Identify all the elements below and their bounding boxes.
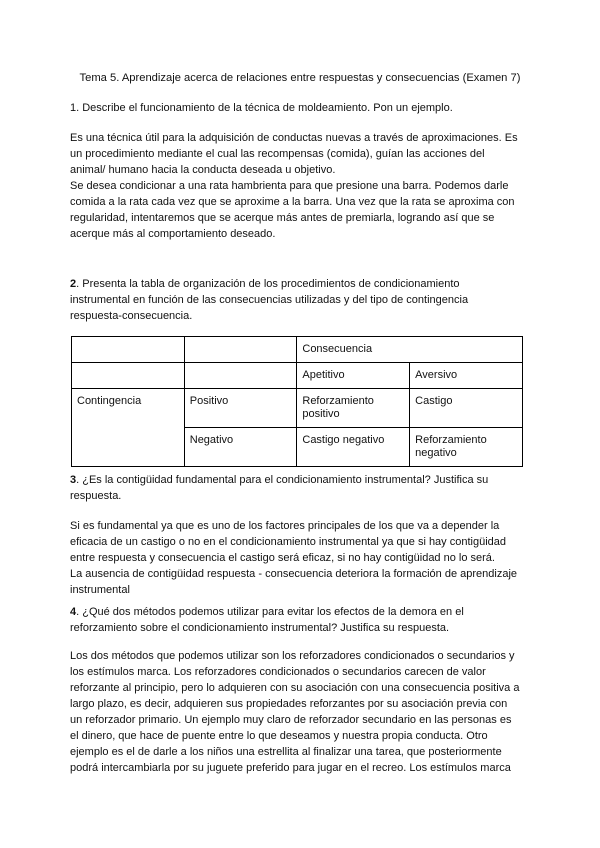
- answer-line: La ausencia de contigüidad respuesta - consecuencia deteriora la formación de aprendizaje: [70, 568, 518, 580]
- question-1: [70, 100, 528, 116]
- header-aversivo: Aversivo: [410, 363, 523, 389]
- answer-line: podrá intercambiarla por su juguete preferido para jugar en el recreo. Los estímulos marca: [70, 762, 511, 774]
- answer-line: reforzante al principio, pero lo adquieren con su asociación con una consecuencia positiva a: [70, 682, 520, 694]
- answer-line: comida a la rata cada vez que se aproxime a la barra. Una vez que la rata se aproxima con: [70, 196, 515, 208]
- answer-line: instrumental: [70, 584, 130, 596]
- answer-1: [70, 130, 528, 242]
- answer-4: [70, 648, 528, 776]
- answer-3: [70, 518, 528, 598]
- table-cell-empty: [72, 363, 185, 389]
- question-1-text: 1. Describe el funcionamiento de la técnica de moldeamiento. Pon un ejemplo.: [70, 102, 453, 114]
- answer-line: animal/ humano hacia la conducta deseada u objetivo.: [70, 164, 336, 176]
- header-contingencia: Contingencia: [72, 389, 185, 467]
- cell-reforzamiento-positivo: Reforzamiento positivo: [297, 389, 410, 428]
- question-number: 2: [70, 278, 77, 290]
- table-cell-empty: [184, 363, 297, 389]
- answer-line: Se desea condicionar a una rata hambrienta para que presione una barra. Podemos darle: [70, 180, 509, 192]
- answer-line: Si es fundamental ya que es uno de los factores principales de los que va a depender la: [70, 520, 500, 532]
- answer-line: acerque más al comportamiento deseado.: [70, 228, 276, 240]
- question-4: [70, 604, 528, 636]
- question-line: instrumental en función de las consecuencias utilizadas y del tipo de contingencia: [70, 294, 469, 306]
- question-line: 3. ¿Es la contigüidad fundamental para el condicionamiento instrumental? Justifica su: [70, 474, 489, 486]
- question-line: 4. ¿Qué dos métodos podemos utilizar para evitar los efectos de la demora en el: [70, 606, 464, 618]
- cell-reforzamiento-negativo: Reforzamiento negativo: [410, 428, 523, 467]
- answer-line: un procedimiento mediante el cual las recompensas (comida), guían las acciones del: [70, 148, 485, 160]
- question-line: respuesta-consecuencia.: [70, 310, 193, 322]
- answer-line: el dinero, que hace de puente entre lo que deseamos y nuestra propia conducta. Otro: [70, 730, 488, 742]
- row-negativo: Negativo: [184, 428, 297, 467]
- header-apetitivo: Apetitivo: [297, 363, 410, 389]
- question-line: reforzamiento sobre el condicionamiento instrumental? Justifica su respuesta.: [70, 622, 450, 634]
- cell-castigo: Castigo: [410, 389, 523, 428]
- header-consecuencia: Consecuencia: [297, 337, 523, 363]
- question-3: [70, 472, 528, 504]
- answer-line: Los dos métodos que podemos utilizar son los reforzadores condicionados o secundarios y: [70, 650, 515, 662]
- row-positivo: Positivo: [184, 389, 297, 428]
- table-cell-empty: [184, 337, 297, 363]
- answer-line: Es una técnica útil para la adquisición de conductas nuevas a través de aproximaciones. Es: [70, 132, 518, 144]
- table-cell-empty: [72, 337, 185, 363]
- question-line: 2. Presenta la tabla de organización de los procedimientos de condicionamiento: [70, 278, 460, 290]
- question-number: 4: [70, 606, 77, 618]
- answer-line: eficacia de un castigo o no en el condicionamiento instrumental ya que si hay contigüidad: [70, 536, 506, 548]
- answer-line: ejemplo es el de darle a los niños una estrellita al finalizar una tarea, que posteriormente: [70, 746, 502, 758]
- document-title: Tema 5. Aprendizaje acerca de relaciones entre respuestas y consecuencias (Examen 7): [79, 72, 521, 84]
- question-line: respuesta.: [70, 490, 122, 502]
- answer-line: regularidad, intentaremos que se acerque más antes de premiarla, logrando así que se: [70, 212, 495, 224]
- procedures-table: [71, 336, 523, 467]
- question-2: [70, 276, 528, 324]
- question-number: 3: [70, 474, 77, 486]
- cell-castigo-negativo: Castigo negativo: [297, 428, 410, 467]
- answer-line: los estímulos marca. Los reforzadores condicionados o secundarios carecen de valor: [70, 666, 486, 678]
- answer-line: largo plazo, es decir, adquieren sus propiedades reforzantes por su asociación previa con: [70, 698, 508, 710]
- answer-line: entre respuesta y consecuencia el castigo será eficaz, si no hay contigüidad no lo será.: [70, 552, 495, 564]
- answer-line: un reforzador primario. Un ejemplo muy claro de reforzador secundario en las personas es: [70, 714, 512, 726]
